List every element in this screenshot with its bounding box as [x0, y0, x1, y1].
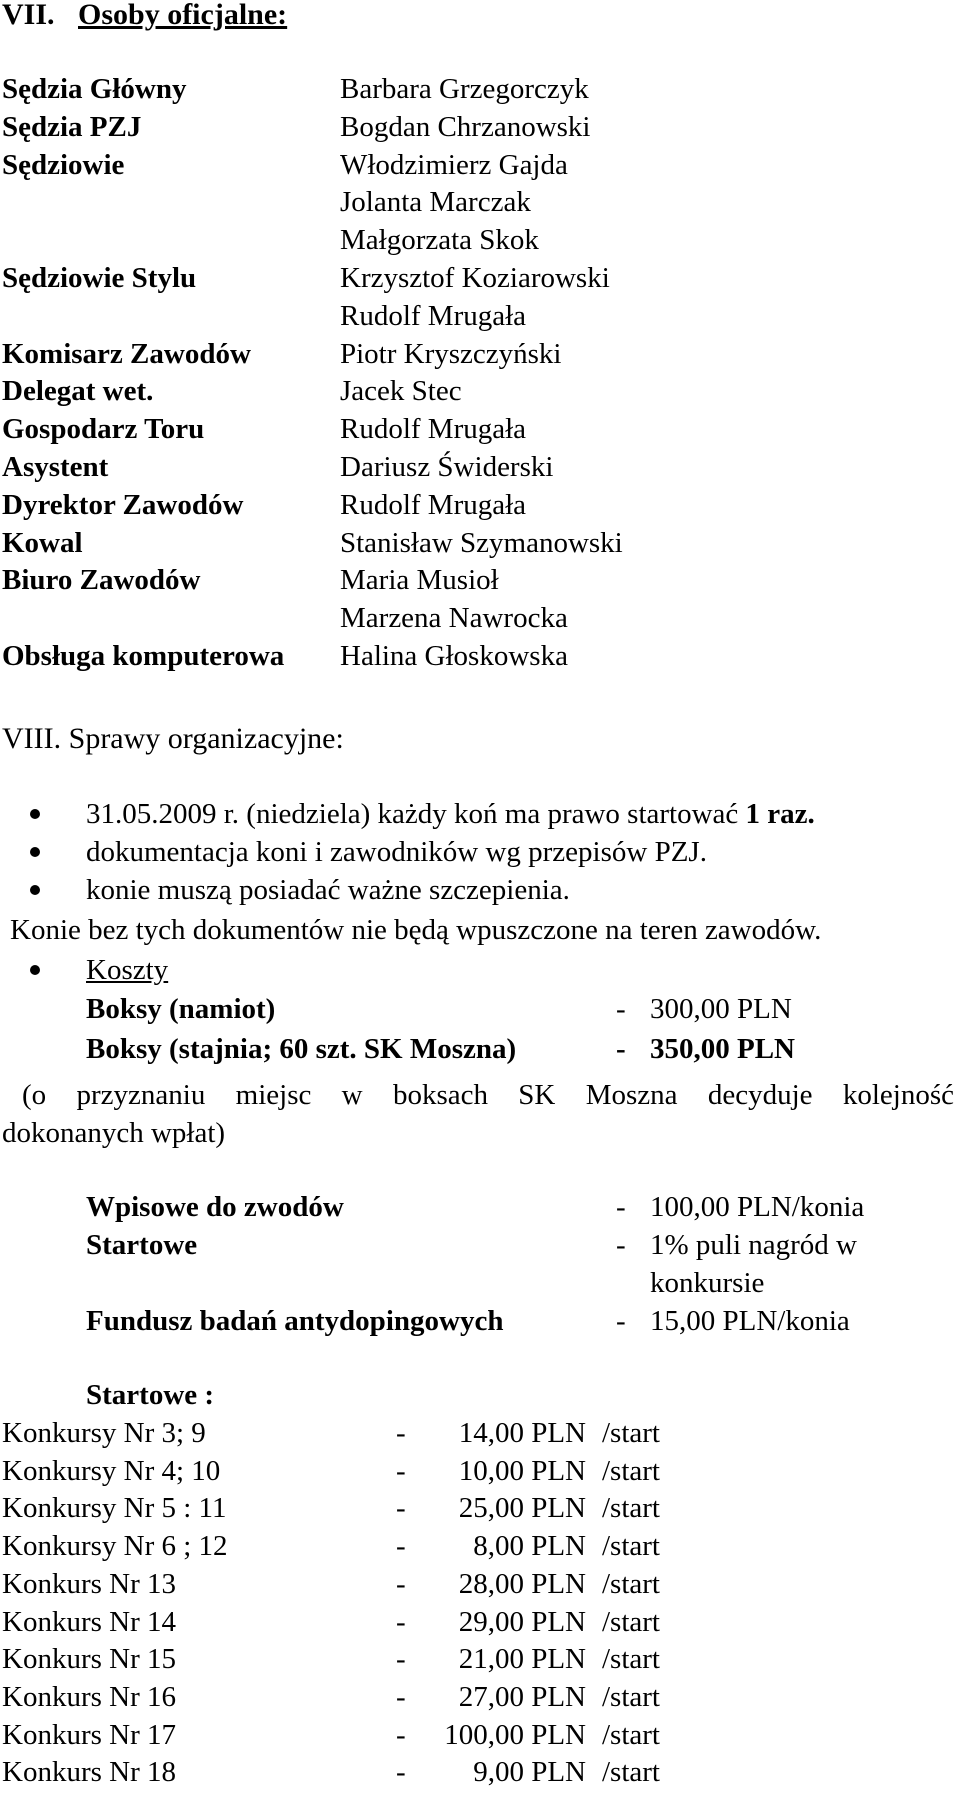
- start-fee-dash: -: [396, 1530, 406, 1562]
- bullet-start-rule-bold: 1 raz.: [745, 798, 815, 830]
- bullet-dot: [30, 965, 40, 975]
- official-role: Gospodarz Toru: [2, 413, 205, 445]
- box-tent-label: Boksy (namiot): [86, 993, 276, 1025]
- start-fee-unit: /start: [602, 1455, 660, 1487]
- start-fee-amount: 28,00 PLN: [458, 1568, 586, 1600]
- bullet-vaccinations: konie muszą posiadać ważne szczepienia.: [86, 874, 570, 906]
- bullet-documentation: dokumentacja koni i zawodników wg przepisów PZJ.: [86, 836, 707, 868]
- start-fee-competition: Konkursy Nr 4; 10: [2, 1455, 221, 1487]
- official-role: Sędzia Główny: [2, 73, 187, 105]
- official-name: Stanisław Szymanowski: [340, 527, 623, 559]
- costs-heading: Koszty: [86, 954, 169, 986]
- start-fee-amount: 9,00 PLN: [473, 1756, 586, 1788]
- official-role: Kowal: [2, 527, 83, 559]
- start-fee-dash: -: [396, 1719, 406, 1751]
- start-fee-amount: 27,00 PLN: [458, 1681, 586, 1713]
- start-fee-dash: -: [396, 1756, 406, 1788]
- official-name: Małgorzata Skok: [340, 224, 539, 256]
- official-name: Piotr Kryszczyński: [340, 338, 562, 370]
- start-fee-unit: /start: [602, 1568, 660, 1600]
- start-fee-competition: Konkursy Nr 5 : 11: [2, 1492, 227, 1524]
- start-fee-unit: /start: [602, 1719, 660, 1751]
- start-fee-amount: 10,00 PLN: [458, 1455, 586, 1487]
- start-fee-value-line-1: 1% puli nagród w: [650, 1229, 857, 1261]
- official-name: Krzysztof Koziarowski: [340, 262, 610, 294]
- start-fee-label: Startowe: [86, 1229, 198, 1261]
- start-fee-dash: -: [396, 1417, 406, 1449]
- official-role: Sędzia PZJ: [2, 111, 142, 143]
- start-fee-competition: Konkursy Nr 6 ; 12: [2, 1530, 228, 1562]
- boxes-note-line-1: (o przyznaniu miejsc w boksach SK Moszna decyduje kolejność: [22, 1079, 954, 1111]
- official-name: Halina Głoskowska: [340, 640, 568, 672]
- section-7-number: VII.: [2, 0, 55, 31]
- official-name: Bogdan Chrzanowski: [340, 111, 591, 143]
- doping-fund-dash: -: [616, 1305, 626, 1337]
- start-fee-amount: 14,00 PLN: [458, 1417, 586, 1449]
- entry-fee-label: Wpisowe do zwodów: [86, 1191, 344, 1223]
- start-fee-dash: -: [616, 1229, 626, 1261]
- start-fee-amount: 100,00 PLN: [444, 1719, 586, 1751]
- documents-note: Konie bez tych dokumentów nie będą wpuszczone na teren zawodów.: [10, 914, 822, 946]
- bullet-start-rule: [86, 795, 815, 833]
- section-7-title: Osoby oficjalne:: [78, 0, 288, 31]
- start-fee-unit: /start: [602, 1530, 660, 1562]
- box-tent-value: 300,00 PLN: [650, 993, 792, 1025]
- official-name: Barbara Grzegorczyk: [340, 73, 589, 105]
- start-fee-dash: -: [396, 1568, 406, 1600]
- start-fee-amount: 21,00 PLN: [458, 1643, 586, 1675]
- official-role: Sędziowie Stylu: [2, 262, 197, 294]
- start-fee-dash: -: [396, 1606, 406, 1638]
- official-name: Dariusz Świderski: [340, 451, 554, 483]
- start-fee-competition: Konkurs Nr 18: [2, 1756, 176, 1788]
- start-fee-competition: Konkursy Nr 3; 9: [2, 1417, 206, 1449]
- entry-fee-dash: -: [616, 1191, 626, 1223]
- official-role: Asystent: [2, 451, 109, 483]
- start-fee-amount: 25,00 PLN: [458, 1492, 586, 1524]
- start-fee-unit: /start: [602, 1417, 660, 1449]
- section-8-title: VIII. Sprawy organizacyjne:: [2, 722, 344, 755]
- official-role: Komisarz Zawodów: [2, 338, 251, 370]
- official-role: Dyrektor Zawodów: [2, 489, 244, 521]
- official-name: Rudolf Mrugała: [340, 413, 527, 445]
- start-fee-dash: -: [396, 1455, 406, 1487]
- start-fee-dash: -: [396, 1643, 406, 1675]
- start-fee-competition: Konkurs Nr 15: [2, 1643, 176, 1675]
- start-fee-amount: 29,00 PLN: [458, 1606, 586, 1638]
- official-role: Sędziowie: [2, 149, 125, 181]
- entry-fee-value: 100,00 PLN/konia: [650, 1191, 865, 1223]
- bullet-dot: [30, 885, 40, 895]
- official-name: Rudolf Mrugała: [340, 300, 527, 332]
- start-fee-dash: -: [396, 1492, 406, 1524]
- start-fee-unit: /start: [602, 1606, 660, 1638]
- official-name: Włodzimierz Gajda: [340, 149, 568, 181]
- boxes-note-line-2: dokonanych wpłat): [2, 1117, 226, 1149]
- box-tent-dash: -: [616, 993, 626, 1025]
- start-fee-competition: Konkurs Nr 16: [2, 1681, 176, 1713]
- official-name: Rudolf Mrugała: [340, 489, 527, 521]
- official-name: Marzena Nawrocka: [340, 602, 568, 634]
- bullet-dot: [30, 809, 40, 819]
- start-fee-competition: Konkurs Nr 17: [2, 1719, 176, 1751]
- start-fee-unit: /start: [602, 1643, 660, 1675]
- doping-fund-value: 15,00 PLN/konia: [650, 1305, 850, 1337]
- official-name: Jolanta Marczak: [340, 186, 531, 218]
- start-fee-unit: /start: [602, 1492, 660, 1524]
- start-fees-heading: Startowe :: [86, 1379, 215, 1411]
- start-fee-dash: -: [396, 1681, 406, 1713]
- official-name: Maria Musioł: [340, 564, 499, 596]
- start-fee-value-line-2: konkursie: [650, 1267, 765, 1299]
- start-fee-competition: Konkurs Nr 14: [2, 1606, 176, 1638]
- doping-fund-label: Fundusz badań antydopingowych: [86, 1305, 504, 1337]
- official-name: Jacek Stec: [340, 375, 462, 407]
- start-fee-unit: /start: [602, 1681, 660, 1713]
- official-role: Delegat wet.: [2, 375, 154, 407]
- start-fee-competition: Konkurs Nr 13: [2, 1568, 176, 1600]
- official-role: Biuro Zawodów: [2, 564, 201, 596]
- box-stable-label: Boksy (stajnia; 60 szt. SK Moszna): [86, 1033, 517, 1065]
- bullet-start-rule-text: 31.05.2009 r. (niedziela) każdy koń ma prawo startować: [86, 798, 746, 830]
- start-fee-amount: 8,00 PLN: [473, 1530, 586, 1562]
- official-role: Obsługa komputerowa: [2, 640, 285, 672]
- bullet-dot: [30, 847, 40, 857]
- start-fee-unit: /start: [602, 1756, 660, 1788]
- box-stable-value: 350,00 PLN: [650, 1033, 795, 1065]
- box-stable-dash: -: [616, 1033, 626, 1065]
